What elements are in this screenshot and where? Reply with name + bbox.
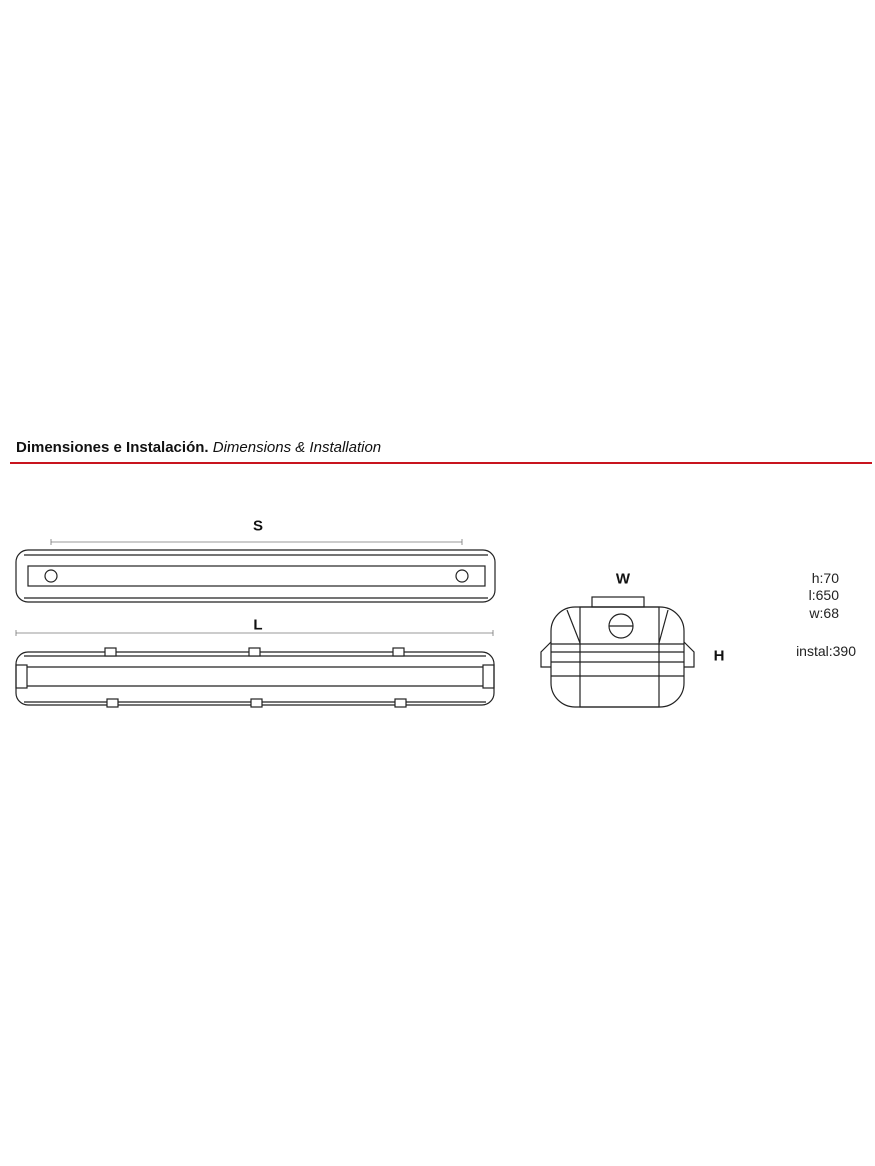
length-label: L bbox=[253, 616, 263, 634]
title-english: Dimensions & Installation bbox=[212, 439, 382, 456]
spec-width: w:68 bbox=[809, 605, 839, 621]
title-spanish: Dimensiones e Instalación. bbox=[16, 439, 209, 456]
spec-installation: instal:390 bbox=[796, 643, 856, 659]
spec-height: h:70 bbox=[811, 570, 839, 586]
top-view bbox=[16, 550, 495, 602]
end-view bbox=[541, 597, 694, 707]
mounting-hole bbox=[456, 570, 468, 582]
spacing-dimension-line bbox=[51, 539, 462, 545]
side-view bbox=[16, 648, 494, 707]
mounting-hole bbox=[45, 570, 57, 582]
spec-length: l:650 bbox=[808, 587, 839, 603]
width-label: W bbox=[615, 570, 631, 588]
spacing-label: S bbox=[252, 517, 264, 535]
height-label: H bbox=[713, 647, 725, 665]
